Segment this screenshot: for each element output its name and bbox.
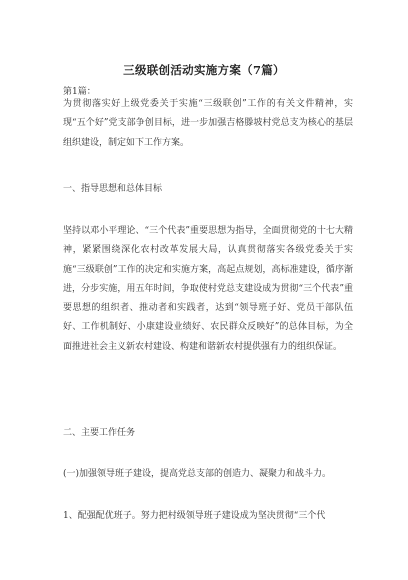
chapter-label: 第1篇： [63, 87, 96, 97]
section-heading-main-tasks: 二、主要工作任务 [63, 428, 136, 438]
task-item-1: (一)加强领导班子建设，提高党总支部的创造力、凝聚力和战斗力。 [63, 469, 332, 479]
task-item-2: 1、配强配优班子。努力把村级领导班子建设成为坚决贯彻“三个代 [63, 511, 326, 521]
intro-paragraph: 为贯彻落实好上级党委关于实施“三级联创”工作的有关文件精神，实现“五个好”党支部争创目标，进一步加强吉格滕坡村党总支为核心的基层组织建设，制定如下工作方案。 [63, 99, 353, 148]
section-heading-guiding-ideology: 一、指导思想和总体目标 [63, 184, 163, 194]
guiding-ideology-paragraph: 坚持以邓小平理论、“三个代表”重要思想为指导，全面贯彻党的十七大精神，紧紧围绕深化农村改革发展大局，认真贯彻落实各级党委关于实施“三级联创”工作的决定和实施方案，高起点规划，高标准建设，循序渐进，分步实施，用五年时间，争取使村党总支建设成为贯彻“三个代表”重要思想的组织者、推动者和实践者，达到“领导班子好、党员干部队伍好、工作机制好、小康建设业绩好、农民群众反映好”的总体目标，为全面推进社会主义新农村建设、构建和谐新农村提供强有力的组织保证。 [63, 226, 353, 352]
document-title: 三级联创活动实施方案（7篇） [123, 63, 285, 77]
